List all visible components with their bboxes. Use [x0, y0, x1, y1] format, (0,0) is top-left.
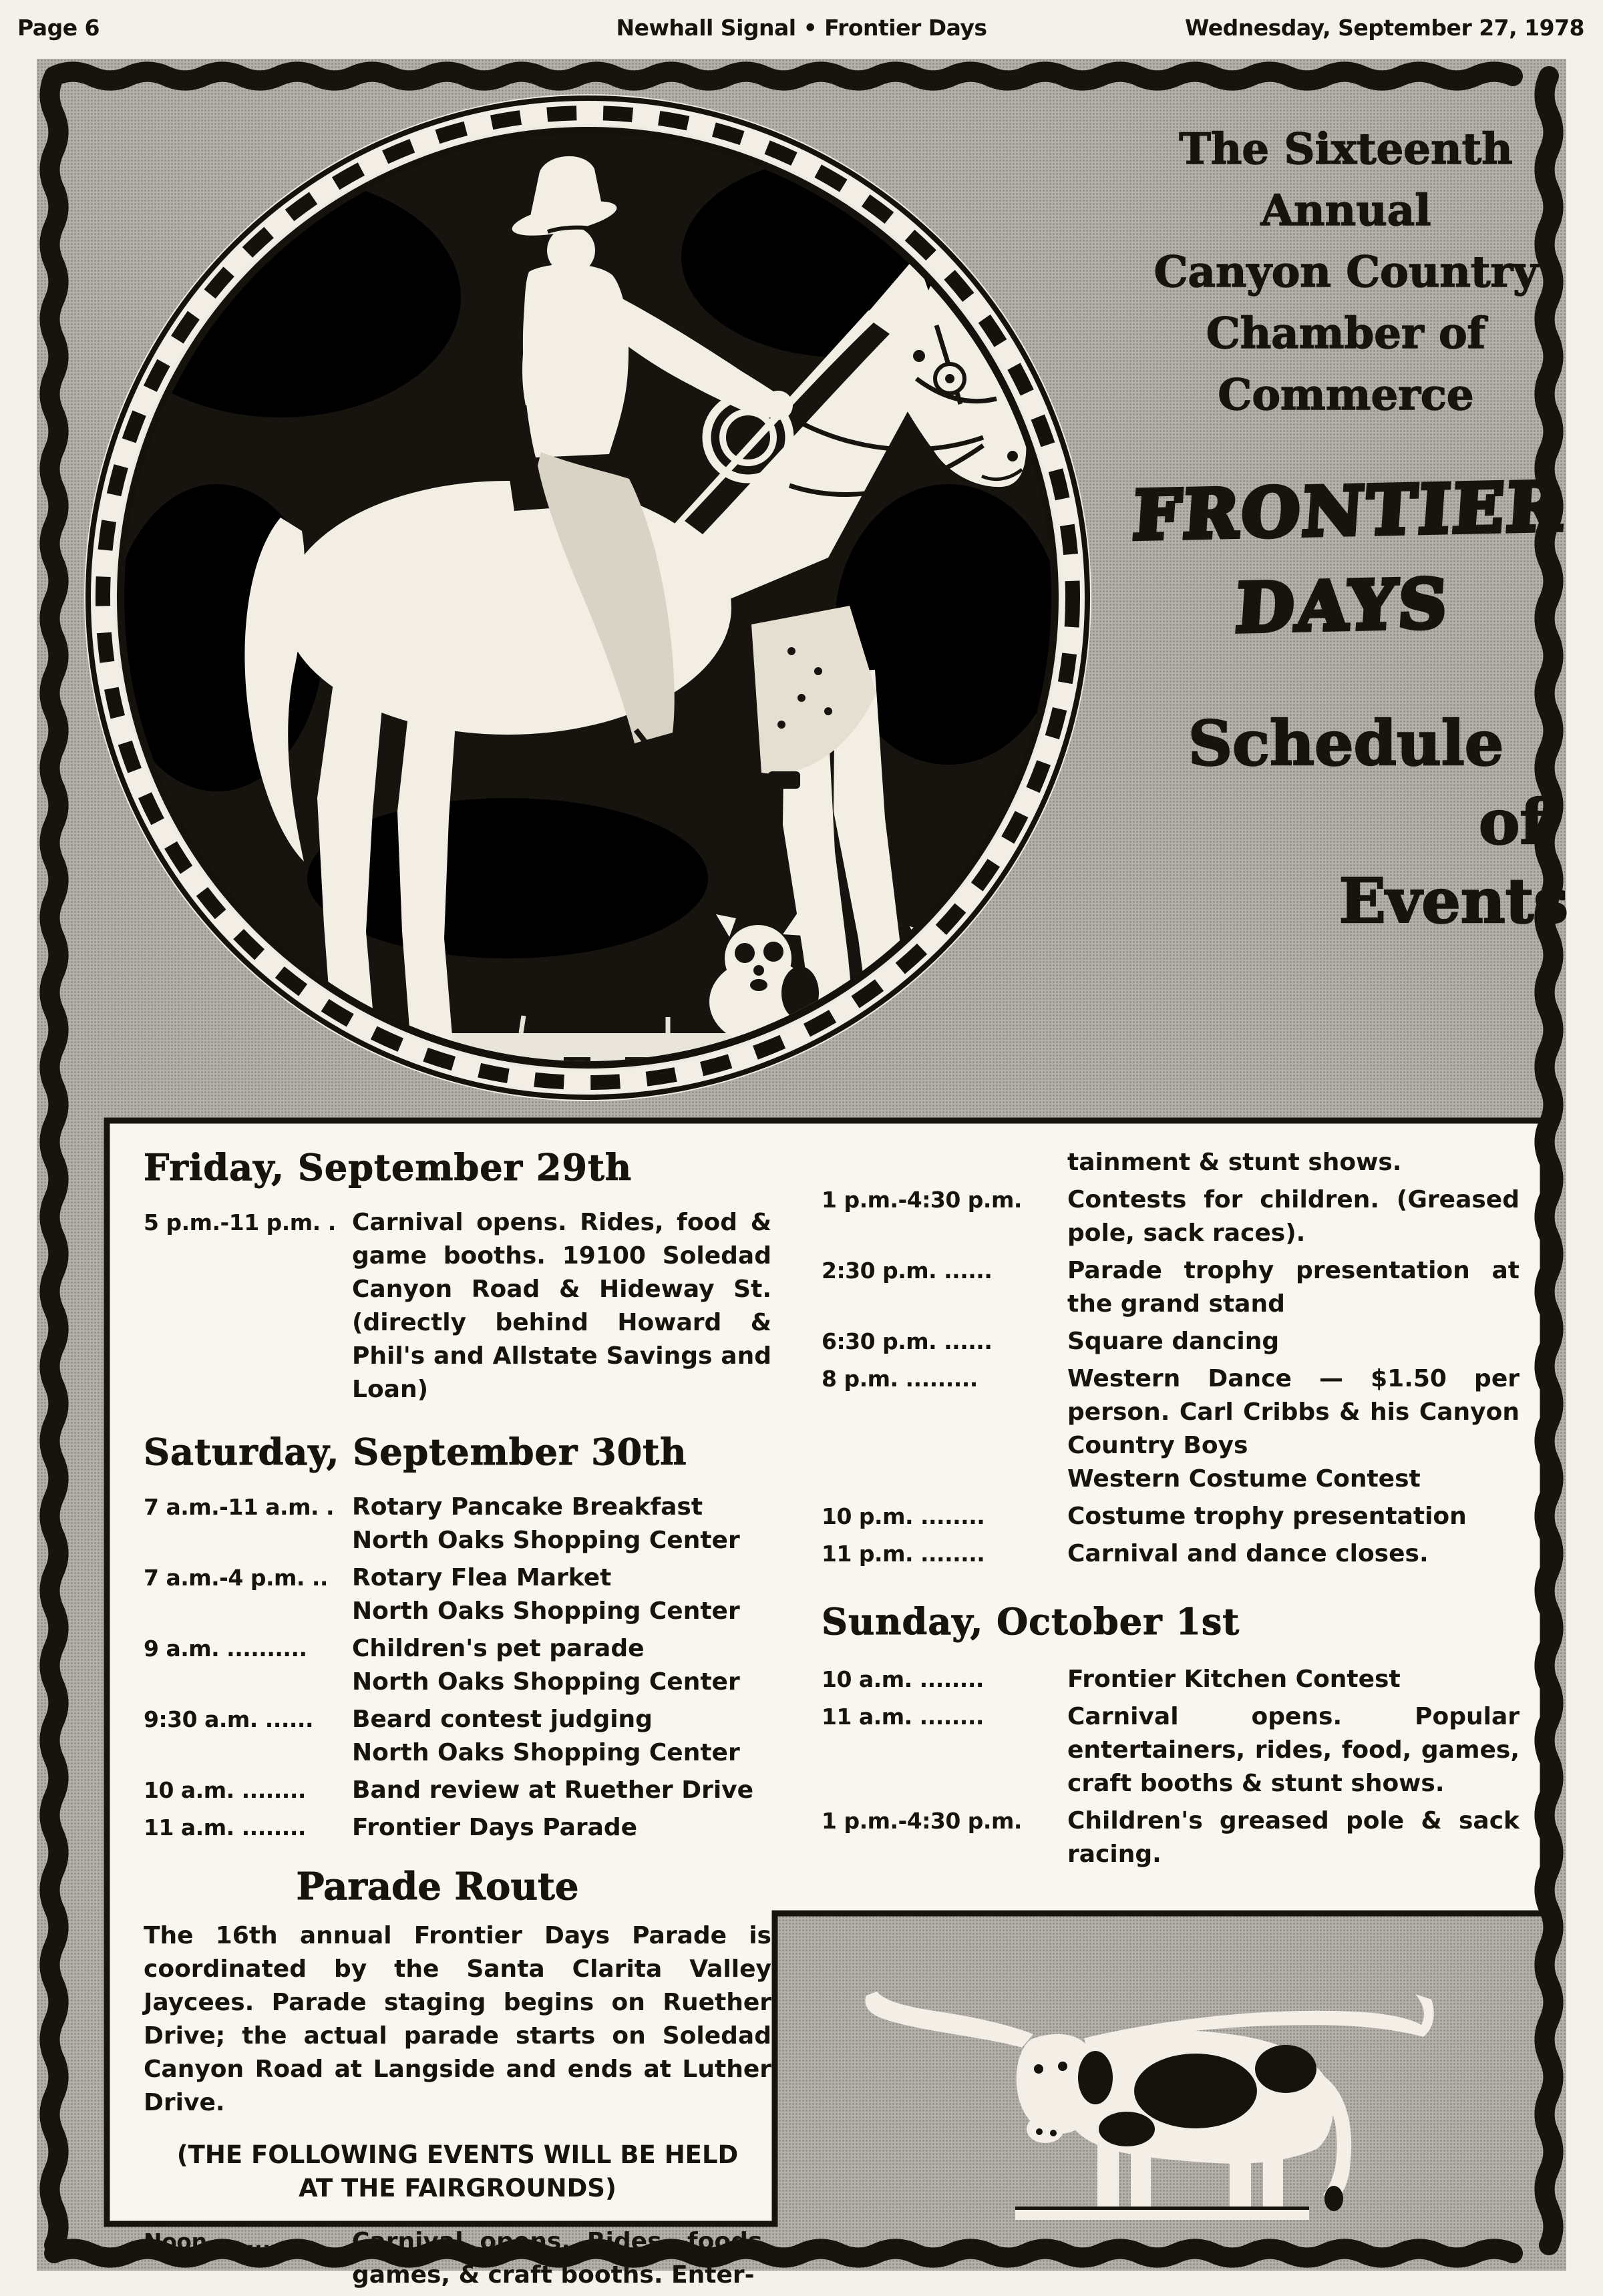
event-description-line: Children's greased pole & sack racing.	[1067, 1807, 1520, 1868]
event-description-line: tainment & stunt shows.	[1067, 1149, 1402, 1176]
event-description-line: Carnival opens. Popular entertainers, rides, food, games, craft booths & stunt shows.	[1067, 1703, 1520, 1797]
brand-line-frontier: FRONTIER	[1130, 467, 1568, 555]
title-line: Canyon Country	[1153, 247, 1538, 297]
sunday-heading: Sunday, October 1st	[822, 1600, 1240, 1643]
event-description	[1067, 1325, 1520, 1358]
page-number: Page 6	[17, 15, 100, 41]
schedule-left-column	[144, 1147, 771, 2296]
longhorn-bull-illustration	[818, 1961, 1493, 2228]
event-description	[1067, 1183, 1520, 1250]
event-time: 10 a.m. ........	[144, 1777, 306, 1803]
masthead-date: Wednesday, September 27, 1978	[1185, 15, 1584, 41]
event-time: 11 a.m. ........	[822, 1704, 984, 1730]
schedule-title-line: of	[1479, 786, 1546, 858]
event-time: 7 a.m.-11 a.m. .	[144, 1494, 335, 1520]
event-description	[1067, 1663, 1520, 1696]
event-description	[352, 1774, 771, 1807]
event-description	[1067, 1804, 1520, 1871]
event-description-line: Square dancing	[1067, 1328, 1280, 1355]
friday-heading: Friday, September 29th	[144, 1146, 633, 1189]
event-time: Noon .........	[144, 2229, 287, 2255]
schedule-event-row	[144, 2225, 771, 2292]
event-description-line: Band review at Ruether Drive	[352, 1776, 754, 1804]
schedule-event-row	[144, 1632, 771, 1699]
event-time: 2:30 p.m. ......	[822, 1258, 993, 1284]
schedule-event-row	[144, 1561, 771, 1628]
event-description	[1067, 1537, 1520, 1571]
event-description-line: North Oaks Shopping Center	[352, 1527, 740, 1554]
event-description-line: Costume trophy presentation	[1067, 1503, 1467, 1530]
title-line: The Sixteenth	[1179, 124, 1513, 174]
fairgrounds-note	[144, 2138, 771, 2205]
event-time: 1 p.m.-4:30 p.m.	[822, 1808, 1022, 1834]
event-description	[352, 1491, 771, 1557]
fairgrounds-note-line: (THE FOLLOWING EVENTS WILL BE HELD	[176, 2140, 739, 2169]
event-description-line: Carnival opens. Rides, food & game booths. 19100 Soledad Canyon Road & Hideway St. (directly behind Howard & Phil's and Allstate Savings and Loan)	[352, 1209, 771, 1403]
event-description	[1067, 1700, 1520, 1800]
saturday-events	[144, 1491, 771, 1845]
frontier-days-ad	[37, 59, 1568, 2289]
schedule-title-line: Events	[1339, 865, 1568, 937]
friday-events	[144, 1206, 771, 1406]
schedule-event-row	[144, 1491, 771, 1557]
event-time: 10 p.m. ........	[822, 1503, 985, 1529]
event-description	[352, 1632, 771, 1699]
event-description-line: North Oaks Shopping Center	[352, 1739, 740, 1766]
event-description	[1067, 1146, 1520, 1179]
event-description-line: Western Costume Contest	[1067, 1465, 1421, 1493]
event-description-line: Rotary Pancake Breakfast	[352, 1493, 703, 1521]
event-description-line: Parade trophy presentation at the grand stand	[1067, 1257, 1520, 1318]
schedule-event-row	[822, 1325, 1520, 1358]
page-header	[0, 9, 1603, 52]
event-description-line: Western Dance — $1.50 per person. Carl Cribbs & his Canyon Country Boys	[1067, 1365, 1520, 1459]
sunday-events	[822, 1663, 1520, 1871]
schedule-title-line: Schedule	[1188, 707, 1504, 779]
event-description-line: Contests for children. (Greased pole, sack races).	[1067, 1186, 1520, 1247]
brand-title	[1109, 459, 1583, 658]
event-description-line: Carnival opens. Rides, foods, games, & craft booths. Enter-	[352, 2228, 771, 2289]
event-time: 9 a.m. ..........	[144, 1636, 307, 1662]
event-description-line: Children's pet parade	[352, 1635, 645, 1662]
schedule-event-row	[822, 1183, 1520, 1250]
schedule-event-row	[822, 1500, 1520, 1533]
schedule-event-row	[822, 1254, 1520, 1321]
schedule-event-row	[822, 1537, 1520, 1571]
fairgrounds-note-line: AT THE FAIRGROUNDS)	[299, 2174, 616, 2203]
event-description-line: Frontier Kitchen Contest	[1067, 1666, 1401, 1693]
event-time: 6:30 p.m. ......	[822, 1328, 993, 1354]
event-time: 11 p.m. ........	[822, 1541, 985, 1567]
schedule-right-column	[822, 1146, 1520, 1875]
schedule-event-row	[144, 1206, 771, 1406]
parade-route-paragraph: The 16th annual Frontier Days Parade is coordinated by the Santa Clarita Valley Jaycees. Parade staging begins on Ruether Drive; the actual parade starts on Soledad Canyon Road at Langside and ends at Luther Drive.	[144, 1922, 771, 2116]
event-description	[1067, 1362, 1520, 1496]
event-time: 7 a.m.-4 p.m. ..	[144, 1565, 328, 1591]
event-description-line: Rotary Flea Market	[352, 1564, 612, 1591]
event-time: 11 a.m. ........	[144, 1814, 306, 1841]
event-description-line: Carnival and dance closes.	[1067, 1540, 1429, 1567]
event-description	[352, 2225, 771, 2292]
schedule-event-row	[144, 1774, 771, 1807]
schedule-event-row	[144, 1703, 771, 1770]
event-description-line: North Oaks Shopping Center	[352, 1597, 740, 1625]
brand-line-days: DAYS	[1233, 564, 1452, 648]
masthead-title: Newhall Signal • Frontier Days	[616, 15, 987, 41]
event-description	[1067, 1254, 1520, 1321]
schedule-event-row	[822, 1700, 1520, 1800]
event-time: 8 p.m. .........	[822, 1366, 978, 1392]
cowboy-on-horseback-illustration	[80, 90, 1095, 1105]
event-description-line: North Oaks Shopping Center	[352, 1668, 740, 1696]
event-description-line: Beard contest judging	[352, 1706, 653, 1733]
event-description	[352, 1561, 771, 1628]
title-line: Chamber of	[1206, 309, 1486, 359]
schedule-of-events-title	[1115, 704, 1576, 940]
event-description	[352, 1811, 771, 1845]
event-description	[352, 1206, 771, 1406]
chamber-title	[1115, 119, 1576, 426]
saturday-noon-events	[144, 2225, 771, 2292]
schedule-event-row	[822, 1146, 1520, 1179]
event-time: 10 a.m. ........	[822, 1666, 984, 1692]
schedule-event-row	[144, 1811, 771, 1845]
event-time: 9:30 a.m. ......	[144, 1706, 314, 1732]
saturday-fairgrounds-events	[822, 1146, 1520, 1571]
schedule-event-row	[822, 1663, 1520, 1696]
event-time: 5 p.m.-11 p.m. .	[144, 1209, 336, 1235]
title-line: Commerce	[1218, 370, 1474, 420]
event-description	[1067, 1500, 1520, 1533]
saturday-heading: Saturday, September 30th	[144, 1430, 687, 1473]
schedule-event-row	[822, 1804, 1520, 1871]
title-line: Annual	[1260, 186, 1431, 236]
title-block	[1115, 119, 1576, 940]
parade-route-heading: Parade Route	[296, 1865, 579, 1909]
event-description	[352, 1703, 771, 1770]
event-description-line: Frontier Days Parade	[352, 1814, 638, 1841]
event-time: 1 p.m.-4:30 p.m.	[822, 1187, 1022, 1213]
schedule-event-row	[822, 1362, 1520, 1496]
